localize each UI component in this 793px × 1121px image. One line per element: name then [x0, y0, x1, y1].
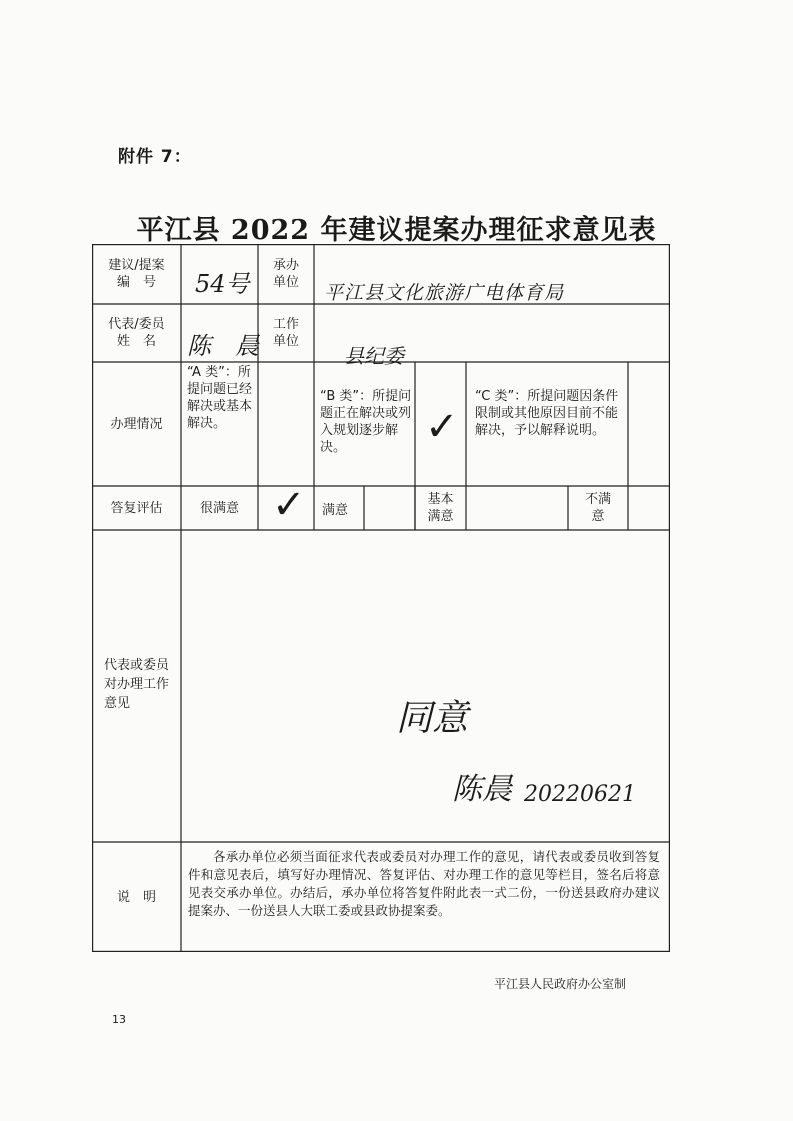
representative-name-value[interactable]: 陈 晨 [187, 332, 259, 360]
category-a-text: “A 类”：所提问题已经解决或基本解决。 [187, 365, 253, 431]
form-title: 平江县 2022 年建议提案办理征求意见表 [136, 215, 657, 246]
basic-satisfied-label: 基本 满意 [427, 492, 454, 524]
proposal-number-label: 建议/提案 编 号 [108, 258, 165, 290]
representative-name-label: 代表/委员 姓 名 [108, 317, 165, 349]
handling-unit-label: 承办 单位 [272, 258, 299, 290]
very-satisfied-check-mark[interactable]: ✓ [272, 482, 306, 528]
proposal-number-value[interactable]: 54号 [195, 270, 250, 298]
notes-text: 各承办单位必须当面征求代表或委员对办理工作的意见，请代表或委员收到答复件和意见表后，填写好办理情况、答复评估、对办理工作的意见等栏目，签名后将意见表交承办单位。办结后，承办单位将答复件附此表一式二份，一份送县政府办建议提案办、一份送县人大联工委或县政协提案委。 [188, 849, 660, 918]
category-b-check-mark[interactable]: ✓ [425, 404, 459, 450]
page-number: 13 [112, 1013, 126, 1026]
category-c-text: “C 类”：所提问题因条件限制或其他原因目前不能解决，予以解释说明。 [475, 389, 619, 438]
opinion-form-table [92, 244, 670, 952]
notes-label: 说 明 [116, 889, 156, 905]
work-unit-label: 工作 单位 [272, 317, 299, 349]
satisfied-label: 满意 [322, 503, 349, 518]
work-unit-value[interactable]: 县纪委 [344, 344, 404, 368]
handling-status-label: 办理情况 [110, 416, 163, 432]
unsatisfied-label: 不满 意 [584, 492, 611, 524]
signature-date[interactable]: 20220621 [524, 782, 636, 807]
signature[interactable]: 陈晨 [452, 772, 512, 807]
handling-unit-value[interactable]: 平江县文化旅游广电体育局 [324, 282, 565, 304]
attachment-label: 附件 7： [118, 147, 192, 167]
category-b-text: “B 类”：所提问题正在解决或列入规划逐步解决。 [320, 389, 412, 455]
very-satisfied-label: 很满意 [199, 500, 239, 516]
opinion-handwriting[interactable]: 同意 [396, 698, 469, 739]
opinion-label: 代表或委员对办理工作意见 [104, 658, 170, 711]
reply-rating-label: 答复评估 [110, 500, 163, 516]
issuing-office: 平江县人民政府办公室制 [494, 977, 627, 991]
